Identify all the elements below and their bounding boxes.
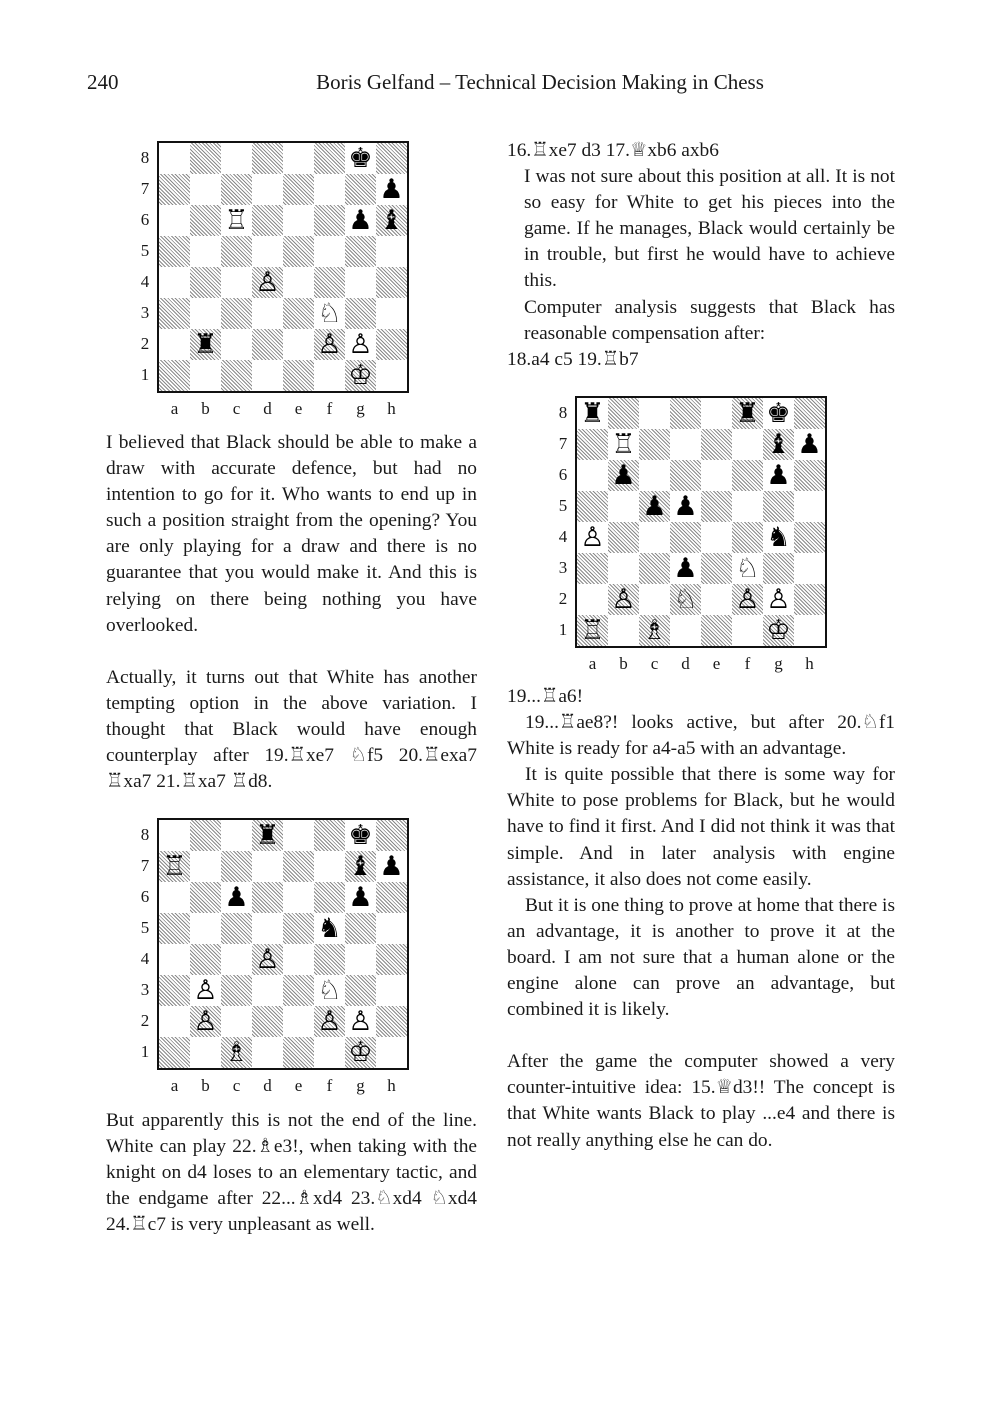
board-square	[763, 491, 794, 522]
board-square	[314, 205, 345, 236]
board-square	[314, 851, 345, 882]
board-square	[283, 174, 314, 205]
chess-piece: ♟	[224, 882, 249, 913]
chess-piece: ♙	[193, 1006, 218, 1037]
board-square	[159, 1037, 190, 1068]
file-label: g	[356, 399, 365, 418]
board-square	[190, 1037, 221, 1068]
chess-board	[575, 396, 827, 648]
chess-piece: ♜	[735, 398, 760, 429]
rank-label: 2	[140, 1011, 150, 1030]
board-square	[252, 205, 283, 236]
board-square	[608, 491, 639, 522]
file-label: d	[263, 1076, 272, 1095]
board-square	[732, 522, 763, 553]
file-label: d	[681, 654, 690, 673]
file-label: h	[387, 1076, 396, 1095]
board-square	[252, 851, 283, 882]
chess-piece: ♟	[673, 553, 698, 584]
chess-diagram-3	[553, 396, 833, 686]
board-square	[314, 882, 345, 913]
rank-label: 3	[140, 303, 150, 322]
file-label: g	[774, 654, 783, 673]
chess-piece: ♝	[348, 851, 373, 882]
board-square	[794, 553, 825, 584]
move-line: 18.a4 c5 19.♖b7	[507, 348, 639, 370]
board-square	[252, 882, 283, 913]
chess-piece: ♟	[673, 491, 698, 522]
rank-label: 1	[140, 1042, 150, 1061]
board-square	[376, 944, 407, 975]
board-square	[159, 820, 190, 851]
board-square	[283, 1037, 314, 1068]
chess-diagram-2	[135, 818, 415, 1108]
board-square	[670, 522, 701, 553]
board-square	[794, 522, 825, 553]
board-square	[376, 1006, 407, 1037]
board-square	[376, 143, 407, 174]
board-square	[345, 975, 376, 1006]
board-square	[314, 236, 345, 267]
board-square	[345, 913, 376, 944]
chess-piece: ♟	[379, 851, 404, 882]
board-square	[608, 522, 639, 553]
paragraph: I believed that Black should be able to make a draw with accurate defence, but had no intention to go for it. Who wants to end up in such a position straight from the opening? You are only playing for a draw and there is no guarantee that you would make it. And this is relying on there being nothing you have overlooked.	[106, 432, 477, 636]
board-square	[314, 360, 345, 391]
file-label: c	[650, 654, 659, 673]
chess-piece: ♙	[735, 584, 760, 615]
board-square	[221, 1006, 252, 1037]
chess-piece: ♙	[580, 522, 605, 553]
file-label: f	[326, 1076, 333, 1095]
file-label: f	[744, 654, 751, 673]
board-square	[159, 329, 190, 360]
chess-piece: ♙	[348, 1006, 373, 1037]
chess-piece: ♜	[255, 820, 280, 851]
board-square	[701, 398, 732, 429]
paragraph: After the game the computer showed a very counter-intuitive idea: 15.♕d3!! The concept is that White wants Black to play ...e4 and there is not really anything else he can do.	[507, 1051, 895, 1151]
board-square	[190, 267, 221, 298]
board-square	[639, 553, 670, 584]
board-square	[794, 615, 825, 646]
board-square	[221, 360, 252, 391]
file-label: f	[326, 399, 333, 418]
board-square	[345, 174, 376, 205]
file-label: e	[294, 399, 303, 418]
chess-piece: ♚	[348, 143, 373, 174]
board-square	[252, 913, 283, 944]
chess-piece: ♟	[611, 460, 636, 491]
move-line: 19...♖a6!	[507, 686, 584, 707]
board-square	[283, 267, 314, 298]
board-square	[159, 267, 190, 298]
rank-label: 8	[140, 825, 150, 844]
file-label: b	[619, 654, 628, 673]
board-square	[283, 205, 314, 236]
rank-label: 4	[140, 949, 150, 968]
board-square	[159, 174, 190, 205]
board-square	[159, 298, 190, 329]
board-square	[283, 360, 314, 391]
move-line: 16.♖xe7 d3 17.♕xb6 axb6	[507, 140, 719, 161]
file-label: c	[232, 1076, 241, 1095]
chess-piece: ♟	[379, 174, 404, 205]
board-square	[190, 851, 221, 882]
board-square	[190, 298, 221, 329]
board-square	[159, 236, 190, 267]
chess-piece: ♞	[766, 522, 791, 553]
board-square	[221, 174, 252, 205]
board-square	[376, 298, 407, 329]
board-square	[159, 944, 190, 975]
file-label: b	[201, 1076, 210, 1095]
board-square	[376, 329, 407, 360]
board-square	[252, 975, 283, 1006]
board-square	[283, 913, 314, 944]
board-square	[376, 882, 407, 913]
board-square	[314, 174, 345, 205]
chess-piece: ♗	[642, 615, 667, 646]
board-square	[701, 615, 732, 646]
file-label: a	[170, 1076, 179, 1095]
board-square	[577, 429, 608, 460]
file-label: c	[232, 399, 241, 418]
board-square	[221, 944, 252, 975]
board-square	[345, 267, 376, 298]
right-column-block-1	[507, 138, 895, 373]
board-square	[608, 398, 639, 429]
board-square	[577, 584, 608, 615]
paragraph: But apparently this is not the end of the line. White can play 22.♗e3!, when taking with the knight on d4 loses to an elementary tactic, and the endgame after 22...♗xd4 23.♘xd4 ♘xd4 24.♖c7 is very unpleasant as well.	[106, 1110, 477, 1236]
board-square	[190, 360, 221, 391]
chess-piece: ♙	[348, 329, 373, 360]
board-square	[345, 944, 376, 975]
board-square	[221, 975, 252, 1006]
chess-piece: ♜	[193, 329, 218, 360]
board-square	[159, 975, 190, 1006]
file-label: a	[588, 654, 597, 673]
file-label: b	[201, 399, 210, 418]
board-square	[376, 236, 407, 267]
board-square	[376, 913, 407, 944]
board-square	[283, 851, 314, 882]
board-square	[314, 143, 345, 174]
board-square	[639, 522, 670, 553]
board-square	[221, 820, 252, 851]
board-square	[794, 398, 825, 429]
chess-piece: ♞	[317, 913, 342, 944]
chess-piece: ♟	[348, 882, 373, 913]
board-square	[376, 267, 407, 298]
board-square	[794, 491, 825, 522]
board-square	[221, 329, 252, 360]
rank-label: 8	[558, 403, 568, 422]
board-square	[252, 236, 283, 267]
board-square	[252, 1006, 283, 1037]
board-square	[670, 460, 701, 491]
rank-label: 7	[140, 856, 150, 875]
chess-piece: ♚	[348, 820, 373, 851]
rank-label: 4	[140, 272, 150, 291]
chess-piece: ♖	[611, 429, 636, 460]
board-square	[701, 522, 732, 553]
board-square	[221, 267, 252, 298]
paragraph: I was not sure about this position at all. It is not so easy for White to get his pieces into the game. If he manages, Black would certainly be in trouble, but first he would have to achieve this.	[524, 166, 895, 292]
rank-label: 1	[558, 620, 568, 639]
board-square	[221, 851, 252, 882]
right-column-block-2	[507, 684, 895, 1154]
chess-piece: ♟	[797, 429, 822, 460]
rank-label: 5	[140, 918, 150, 937]
board-square	[252, 298, 283, 329]
board-square	[577, 491, 608, 522]
chess-piece: ♟	[766, 460, 791, 491]
board-square	[283, 1006, 314, 1037]
paragraph: 19...♖ae8?! looks active, but after 20.♘f1 White is ready for a4-a5 with an advantage.	[507, 712, 895, 760]
board-square	[190, 236, 221, 267]
board-square	[639, 460, 670, 491]
board-square	[794, 460, 825, 491]
chess-piece: ♙	[317, 329, 342, 360]
file-label: h	[387, 399, 396, 418]
board-square	[159, 143, 190, 174]
board-square	[190, 820, 221, 851]
board-square	[283, 882, 314, 913]
paragraph: Computer analysis suggests that Black has reasonable compensation after:	[524, 296, 895, 344]
board-square	[283, 298, 314, 329]
board-square	[670, 429, 701, 460]
board-square	[159, 1006, 190, 1037]
board-square	[701, 460, 732, 491]
board-square	[732, 429, 763, 460]
board-square	[701, 584, 732, 615]
left-column-block-1	[106, 430, 477, 795]
board-square	[314, 1037, 345, 1068]
board-square	[314, 267, 345, 298]
board-square	[732, 491, 763, 522]
board-square	[221, 913, 252, 944]
rank-label: 2	[140, 334, 150, 353]
board-square	[314, 944, 345, 975]
board-square	[221, 143, 252, 174]
board-square	[577, 460, 608, 491]
rank-label: 5	[140, 241, 150, 260]
chess-piece: ♖	[580, 615, 605, 646]
chess-piece: ♙	[255, 267, 280, 298]
file-label: e	[712, 654, 721, 673]
board-square	[701, 429, 732, 460]
rank-label: 8	[140, 148, 150, 167]
file-label: a	[170, 399, 179, 418]
rank-label: 3	[140, 980, 150, 999]
chess-piece: ♟	[642, 491, 667, 522]
chess-diagram-1	[135, 141, 415, 431]
paragraph: But it is one thing to prove at home that there is an advantage, it is another to prove it at the board. I am not sure that a human alone or the engine alone can prove an advantage, but combined it is likely.	[507, 894, 895, 1021]
chess-piece: ♔	[766, 615, 791, 646]
board-square	[159, 205, 190, 236]
board-square	[608, 615, 639, 646]
board-square	[252, 174, 283, 205]
file-label: h	[805, 654, 814, 673]
page-number: 240	[87, 70, 119, 94]
board-square	[159, 882, 190, 913]
board-square	[283, 329, 314, 360]
rank-label: 7	[140, 179, 150, 198]
board-square	[159, 913, 190, 944]
board-square	[577, 553, 608, 584]
chess-piece: ♙	[255, 944, 280, 975]
board-square	[376, 360, 407, 391]
left-column-block-2	[106, 1108, 477, 1238]
board-square	[639, 584, 670, 615]
board-square	[190, 174, 221, 205]
chess-piece: ♘	[317, 298, 342, 329]
board-square	[190, 882, 221, 913]
chess-piece: ♝	[766, 429, 791, 460]
board-square	[221, 236, 252, 267]
chess-piece: ♟	[348, 205, 373, 236]
chess-piece: ♖	[162, 851, 187, 882]
chess-piece: ♚	[766, 398, 791, 429]
board-square	[732, 460, 763, 491]
board-square	[283, 236, 314, 267]
file-label: g	[356, 1076, 365, 1095]
board-square	[639, 429, 670, 460]
board-square	[283, 944, 314, 975]
board-square	[283, 975, 314, 1006]
chess-piece: ♙	[611, 584, 636, 615]
board-square	[763, 553, 794, 584]
paragraph: Actually, it turns out that White has another tempting option in the above variation. I thought that Black would have enough counterplay after 19.♖xe7 ♘f5 20.♖exa7 ♖xa7 21.♖xa7 ♖d8.	[106, 666, 477, 793]
chess-piece: ♙	[766, 584, 791, 615]
rank-label: 2	[558, 589, 568, 608]
board-square	[639, 398, 670, 429]
chess-piece: ♝	[379, 205, 404, 236]
rank-label: 6	[558, 465, 568, 484]
chess-piece: ♖	[224, 205, 249, 236]
chess-piece: ♔	[348, 1037, 373, 1068]
board-square	[190, 143, 221, 174]
rank-label: 5	[558, 496, 568, 515]
board-square	[376, 975, 407, 1006]
chess-piece: ♘	[317, 975, 342, 1006]
file-label: e	[294, 1076, 303, 1095]
board-square	[252, 1037, 283, 1068]
board-square	[345, 236, 376, 267]
paragraph: It is quite possible that there is some way for White to pose problems for Black, but he would have to find it first. And I did not think it was that simple. And in later analysis with engine assistance, it also does not come easily.	[507, 764, 895, 890]
board-square	[670, 398, 701, 429]
board-square	[732, 615, 763, 646]
board-square	[252, 329, 283, 360]
board-square	[376, 820, 407, 851]
running-title-text: Boris Gelfand – Technical Decision Making in Chess	[316, 70, 764, 94]
chess-board	[157, 818, 409, 1070]
rank-label: 4	[558, 527, 568, 546]
board-square	[670, 615, 701, 646]
board-square	[701, 491, 732, 522]
board-square	[190, 944, 221, 975]
chess-piece: ♘	[735, 553, 760, 584]
chess-piece: ♙	[317, 1006, 342, 1037]
chess-piece: ♗	[224, 1037, 249, 1068]
chess-piece: ♘	[673, 584, 698, 615]
board-square	[314, 820, 345, 851]
board-square	[376, 1037, 407, 1068]
board-square	[159, 360, 190, 391]
board-square	[701, 553, 732, 584]
board-square	[190, 913, 221, 944]
rank-label: 7	[558, 434, 568, 453]
board-square	[345, 298, 376, 329]
rank-label: 6	[140, 210, 150, 229]
file-label: d	[263, 399, 272, 418]
board-square	[190, 205, 221, 236]
board-square	[221, 298, 252, 329]
running-title	[0, 70, 1000, 95]
board-square	[283, 143, 314, 174]
chess-piece: ♔	[348, 360, 373, 391]
rank-label: 6	[140, 887, 150, 906]
chess-board	[157, 141, 409, 393]
board-square	[252, 143, 283, 174]
board-square	[608, 553, 639, 584]
chess-piece: ♙	[193, 975, 218, 1006]
board-square	[794, 584, 825, 615]
rank-label: 1	[140, 365, 150, 384]
board-square	[283, 820, 314, 851]
board-square	[252, 360, 283, 391]
rank-label: 3	[558, 558, 568, 577]
chess-piece: ♜	[580, 398, 605, 429]
